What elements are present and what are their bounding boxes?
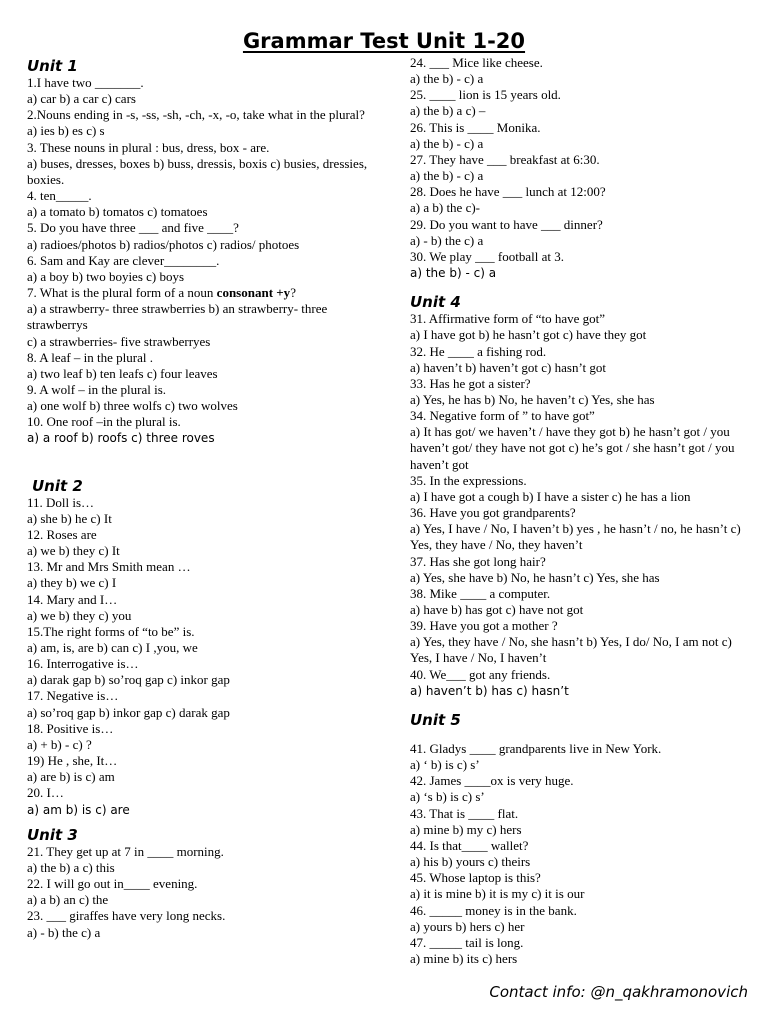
text-line: a) a b) the c)- [410, 200, 481, 216]
text-line: a) ‘ b) is c) s’ [410, 757, 480, 773]
text-line: a) ies b) es c) s [27, 123, 105, 139]
text-line: a) darak gap b) so’roq gap c) inkor gap [27, 672, 230, 688]
text-line: 45. Whose laptop is this? [410, 870, 541, 886]
text-line: a) a tomato b) tomatos c) tomatoes [27, 204, 208, 220]
unit-4-heading: Unit 4 [410, 293, 461, 312]
text-line: 5. Do you have three ___ and five ____? [27, 220, 239, 236]
text-line: a) It has got/ we haven’t / have they got b) he hasn’t got / you haven’t got/ they have not got c) he’s got / she hasn’t got / you haven’t got [410, 424, 735, 472]
text-line: 33. Has he got a sister? [410, 375, 531, 391]
text-line: 25. ____ lion is 15 years old. [410, 87, 561, 103]
text-line: 34. Negative form of ” to have got” [410, 408, 595, 424]
text-line: 46. _____ money is in the bank. [410, 902, 577, 918]
text-line: a) Yes, he has b) No, he haven’t c) Yes, she has [410, 391, 655, 407]
text-line: 31. Affirmative form of “to have got” [410, 311, 606, 327]
text-line: 10. One roof –in the plural is. [27, 414, 181, 430]
text-line: a) haven’t b) has c) hasn’t [410, 683, 569, 698]
question-7 [27, 285, 372, 301]
spacer [27, 818, 372, 826]
text-line: a) - b) the c) a [410, 232, 484, 248]
text-line: 2.Nouns ending in -s, -ss, -sh, -ch, -x, -o, take what in the plural? [27, 107, 365, 123]
text-line: 19) He , she, It… [27, 753, 118, 769]
text-line: a) - b) the c) a [27, 924, 101, 940]
text-line: 14. Mary and I… [27, 591, 118, 607]
text-line: a) a boy b) two boyies c) boys [27, 268, 185, 284]
text-line: a) mine b) its c) hers [410, 950, 518, 966]
spacer [410, 699, 755, 711]
text-line: a) a strawberry- three strawberries b) an strawberry- three strawberrys [27, 301, 328, 333]
text-line: a) the b) - c) a [410, 71, 484, 87]
text-line: 18. Positive is… [27, 720, 114, 736]
left-column [27, 57, 372, 941]
text-line: a) Yes, I have / No, I haven’t b) yes , he hasn’t / no, he hasn’t c) Yes, they have / No, they haven’t [410, 521, 741, 553]
text-line: a) radioes/photos b) radios/photos c) radios/ photoes [27, 236, 300, 252]
unit-1-heading: Unit 1 [27, 57, 78, 75]
unit-2-lines [27, 495, 372, 818]
text-line: 35. In the expressions. [410, 472, 527, 488]
text-line: 27. They have ___ breakfast at 6:30. [410, 151, 600, 167]
spacer [410, 281, 755, 293]
text-line: 30. We play ___ football at 3. [410, 248, 564, 264]
text-line: a) car b) a car c) cars [27, 91, 136, 107]
text-line: a) the b) - c) a [410, 168, 484, 184]
q7-prefix: 7. What is the plural form of a noun [27, 285, 217, 301]
unit-1-lines [27, 75, 372, 447]
text-line: 32. He ____ a fishing rod. [410, 343, 547, 359]
text-line: a) ‘s b) is c) s’ [410, 789, 485, 805]
unit-3-heading: Unit 3 [27, 825, 78, 844]
text-line: 6. Sam and Kay are clever________. [27, 252, 220, 268]
right-column [410, 55, 755, 967]
text-line: 21. They get up at 7 in ____ morning. [27, 843, 224, 859]
text-line: a) are b) is c) am [27, 769, 115, 785]
text-line: a) have b) has got c) have not got [410, 602, 584, 617]
text-line: a) mine b) my c) hers [410, 821, 522, 837]
text-line: 36. Have you got grandparents? [410, 505, 576, 521]
text-line: c) a strawberries- five strawberryes [27, 333, 211, 349]
text-line: a) I have got b) he hasn’t got c) have they got [410, 327, 647, 343]
text-line: a) + b) - c) ? [27, 736, 92, 752]
text-line: 24. ___ Mice like cheese. [410, 55, 543, 70]
text-line: 13. Mr and Mrs Smith mean … [27, 559, 191, 575]
text-line: a) buses, dresses, boxes b) buss, dressis, boxis c) busies, dressies, boxies. [27, 155, 368, 187]
text-line: 20. I… [27, 785, 64, 801]
text-line: 1.I have two _______. [27, 75, 144, 90]
unit-5-lines [410, 741, 755, 967]
text-line: a) she b) he c) It [27, 510, 112, 526]
text-line: a) so’roq gap b) inkor gap c) darak gap [27, 704, 230, 720]
text-line: a) two leaf b) ten leafs c) four leaves [27, 365, 218, 381]
text-line: 26. This is ____ Monika. [410, 119, 541, 135]
text-line: 38. Mike ____ a computer. [410, 585, 551, 601]
text-line: 23. ___ giraffes have very long necks. [27, 908, 226, 924]
text-line: 22. I will go out in____ evening. [27, 876, 198, 892]
text-line: 29. Do you want to have ___ dinner? [410, 216, 603, 232]
text-line: 44. Is that____ wallet? [410, 837, 529, 853]
text-line: a) am b) is c) are [27, 802, 130, 817]
text-line: 17. Negative is… [27, 688, 119, 704]
page-title: Grammar Test Unit 1-20 [242, 29, 526, 53]
spacer [27, 447, 372, 477]
contact-info: Contact info: @n_qakhramonovich [489, 983, 748, 1001]
unit-5-heading: Unit 5 [410, 710, 461, 729]
text-line: 40. We___ got any friends. [410, 666, 551, 682]
text-line: a) the b) a c) – [410, 103, 486, 119]
text-line: 3. These nouns in plural : bus, dress, box - are. [27, 139, 270, 155]
unit-3-lines [27, 844, 372, 941]
text-line: 16. Interrogative is… [27, 656, 139, 672]
text-line: 12. Roses are [27, 526, 97, 542]
text-line: 28. Does he have ___ lunch at 12:00? [410, 184, 606, 200]
spacer [410, 729, 755, 741]
text-line: 41. Gladys ____ grandparents live in New York. [410, 740, 662, 756]
q7-suffix: ? [290, 285, 296, 301]
text-line: 11. Doll is… [27, 494, 95, 510]
text-line: a) haven’t b) haven’t got c) hasn’t got [410, 359, 607, 375]
text-line: a) his b) yours c) theirs [410, 854, 531, 870]
text-line: 8. A leaf – in the plural . [27, 349, 154, 365]
text-line: 47. _____ tail is long. [410, 934, 524, 950]
text-line: a) am, is, are b) can c) I ,you, we [27, 640, 198, 655]
text-line: a) they b) we c) I [27, 575, 117, 591]
unit-3-continued-lines [410, 55, 755, 281]
unit-4-lines [410, 311, 755, 699]
text-line: a) one wolf b) three wolfs c) two wolves [27, 398, 238, 414]
text-line: a) I have got a cough b) I have a sister c) he has a lion [410, 488, 691, 504]
text-line: 4. ten_____. [27, 188, 92, 204]
text-line: a) a roof b) roofs c) three roves [27, 431, 215, 446]
text-line: a) we b) they c) you [27, 607, 132, 623]
text-line: a) Yes, she have b) No, he hasn’t c) Yes, she has [410, 569, 660, 585]
text-line: 9. A wolf – in the plural is. [27, 381, 167, 397]
text-line: a) it is mine b) it is my c) it is our [410, 886, 585, 902]
text-line: a) the b) - c) a [410, 135, 484, 151]
text-line: 39. Have you got a mother ? [410, 618, 558, 634]
unit-2-heading: Unit 2 [32, 476, 83, 495]
text-line: 15.The right forms of “to be” is. [27, 623, 195, 639]
q7-bold: consonant +y [216, 285, 291, 301]
text-line: 43. That is ____ flat. [410, 805, 519, 821]
text-line: a) the b) - c) a [410, 266, 497, 281]
text-line: a) yours b) hers c) her [410, 918, 525, 934]
text-line: a) we b) they c) It [27, 543, 120, 559]
text-line: a) the b) a c) this [27, 859, 115, 875]
text-line: 37. Has she got long hair? [410, 553, 546, 569]
text-line: a) Yes, they have / No, she hasn’t b) Yes, I do/ No, I am not c) Yes, I have / No, I haven’t [410, 634, 732, 666]
text-line: 42. James ____ox is very huge. [410, 773, 574, 789]
text-line: a) a b) an c) the [27, 892, 109, 908]
